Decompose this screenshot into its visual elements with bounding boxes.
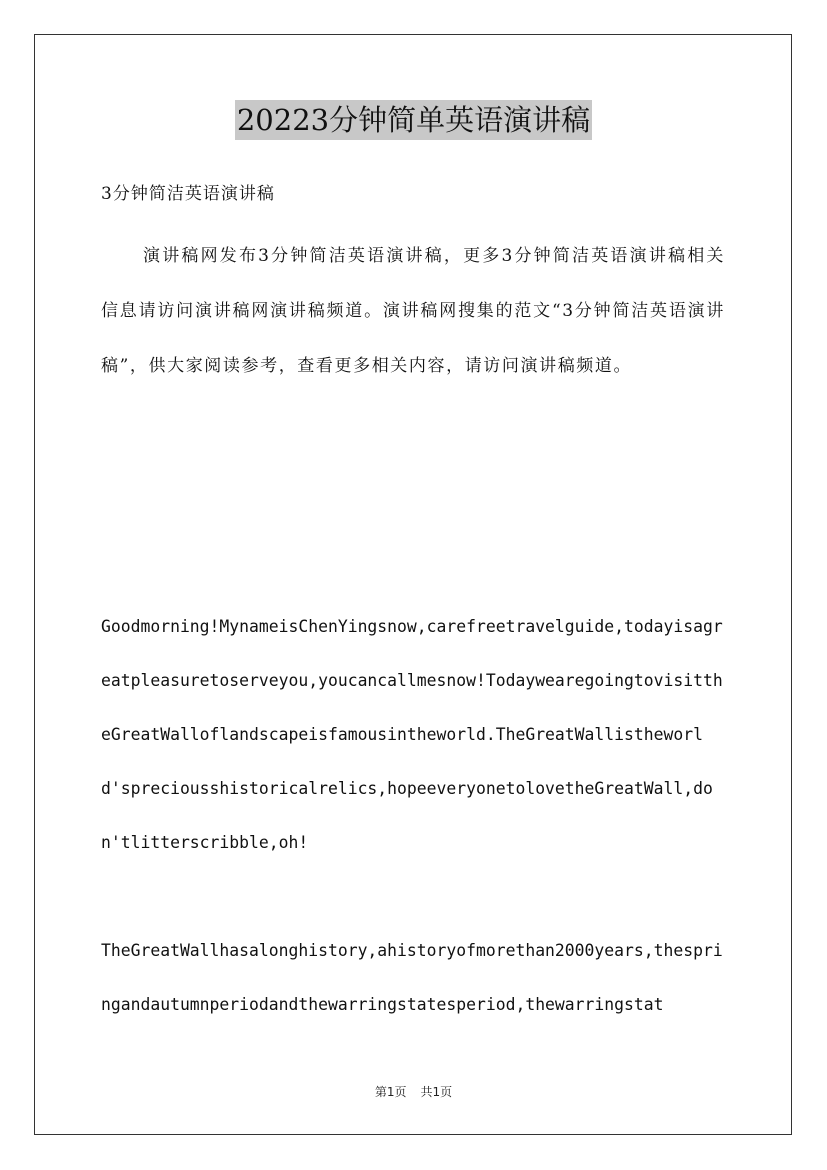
document-title: 20223分钟简单英语演讲稿 bbox=[235, 100, 592, 140]
english-paragraph-2: TheGreatWallhasalonghistory,ahistoryofmorethan2000years,thespringandautumnperiodandthewarringstatesperiod,thewarringstat bbox=[101, 941, 723, 1014]
page-total: 共1页 bbox=[420, 1085, 453, 1099]
title-container bbox=[0, 100, 827, 140]
page-footer bbox=[0, 1083, 827, 1101]
page-number: 第1页 bbox=[374, 1085, 407, 1099]
english-paragraph-1: Goodmorning!MynameisChenYingsnow,carefreetravelguide,todayisagreatpleasuretoserveyou,youcancallmesnow!TodaywearegoingtovisittheGreatWalloflandscapeisfamousintheworld.TheGreatWallistheworld'spreciousshistoricalrelics,hopeeveryonetolovetheGreatWall,don'tlitterscribble,oh! bbox=[101, 617, 723, 852]
intro-paragraph: 演讲稿网发布3分钟简洁英语演讲稿，更多3分钟简洁英语演讲稿相关信息请访问演讲稿网演讲稿频道。演讲稿网搜集的范文“3分钟简洁英语演讲稿”，供大家阅读参考，查看更多相关内容，请访问演讲稿频道。 bbox=[101, 246, 725, 376]
document-subtitle: 3分钟简洁英语演讲稿 bbox=[101, 184, 275, 204]
